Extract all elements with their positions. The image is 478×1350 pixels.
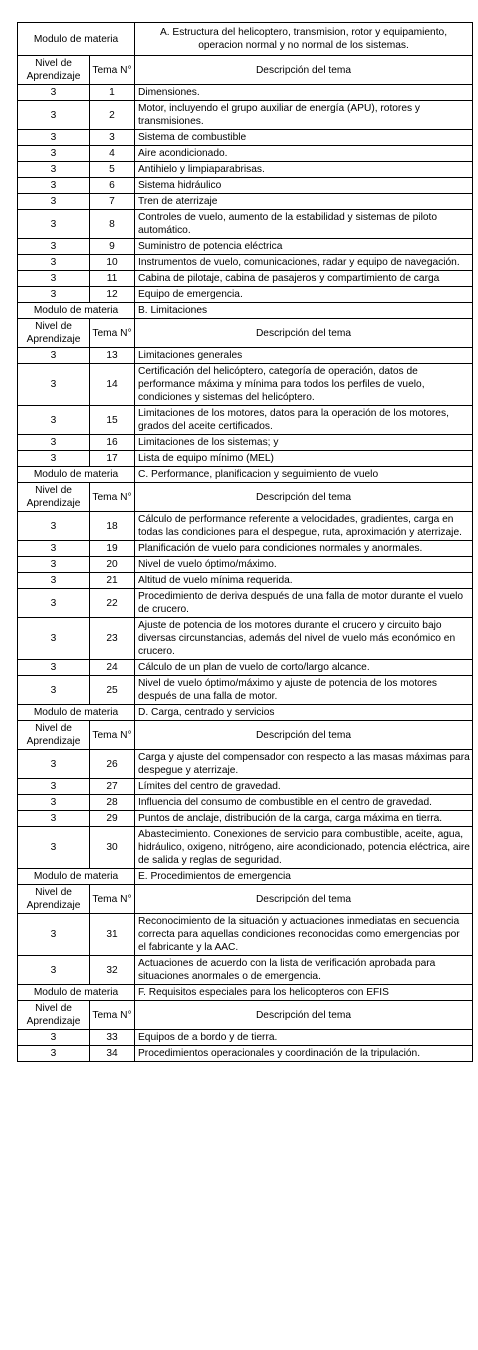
topic-cell: 8 [90, 210, 135, 239]
topic-header: Tema N° [90, 56, 135, 85]
level-header: Nivel de Aprendizaje [18, 56, 90, 85]
description-cell: Límites del centro de gravedad. [135, 779, 473, 795]
description-cell: Instrumentos de vuelo, comunicaciones, radar y equipo de navegación. [135, 255, 473, 271]
topic-cell: 1 [90, 85, 135, 101]
table-row [18, 618, 473, 660]
table-row [18, 660, 473, 676]
description-cell: Cálculo de un plan de vuelo de corto/largo alcance. [135, 660, 473, 676]
table-row [18, 811, 473, 827]
table-row [18, 750, 473, 779]
topic-cell: 3 [90, 130, 135, 146]
level-cell: 3 [18, 956, 90, 985]
description-cell: Suministro de potencia eléctrica [135, 239, 473, 255]
level-cell: 3 [18, 589, 90, 618]
description-cell: Motor, incluyendo el grupo auxiliar de energía (APU), rotores y transmisiones. [135, 101, 473, 130]
topic-cell: 24 [90, 660, 135, 676]
topic-cell: 16 [90, 435, 135, 451]
level-cell: 3 [18, 1030, 90, 1046]
level-cell: 3 [18, 573, 90, 589]
module-row [18, 985, 473, 1001]
topic-cell: 17 [90, 451, 135, 467]
table-row [18, 795, 473, 811]
module-label: Modulo de materia [18, 705, 135, 721]
description-cell: Controles de vuelo, aumento de la estabilidad y sistemas de piloto automático. [135, 210, 473, 239]
level-cell: 3 [18, 287, 90, 303]
description-cell: Equipo de emergencia. [135, 287, 473, 303]
level-cell: 3 [18, 239, 90, 255]
table-row [18, 210, 473, 239]
table-row [18, 573, 473, 589]
module-label: Modulo de materia [18, 303, 135, 319]
level-cell: 3 [18, 676, 90, 705]
level-cell: 3 [18, 660, 90, 676]
level-cell: 3 [18, 541, 90, 557]
description-header: Descripción del tema [135, 721, 473, 750]
topic-cell: 21 [90, 573, 135, 589]
description-cell: Limitaciones de los sistemas; y [135, 435, 473, 451]
description-cell: Puntos de anclaje, distribución de la carga, carga máxima en tierra. [135, 811, 473, 827]
level-cell: 3 [18, 210, 90, 239]
description-cell: Sistema hidráulico [135, 178, 473, 194]
module-row [18, 303, 473, 319]
column-header-row [18, 319, 473, 348]
level-cell: 3 [18, 914, 90, 956]
table-row [18, 271, 473, 287]
table-row [18, 194, 473, 210]
table-row [18, 676, 473, 705]
topic-cell: 7 [90, 194, 135, 210]
level-cell: 3 [18, 255, 90, 271]
description-cell: Antihielo y limpiaparabrisas. [135, 162, 473, 178]
description-cell: Reconocimiento de la situación y actuaciones inmediatas en secuencia correcta para aquellas condiciones reconocidas como emergencias por el fabricante y la AAC. [135, 914, 473, 956]
table-row [18, 557, 473, 573]
description-header: Descripción del tema [135, 56, 473, 85]
table-row [18, 914, 473, 956]
table-row [18, 348, 473, 364]
module-label: Modulo de materia [18, 23, 135, 56]
description-cell: Limitaciones generales [135, 348, 473, 364]
level-cell: 3 [18, 146, 90, 162]
module-row [18, 23, 473, 56]
module-title: F. Requisitos especiales para los helicopteros con EFIS [135, 985, 473, 1001]
topic-cell: 14 [90, 364, 135, 406]
table-row [18, 435, 473, 451]
description-cell: Tren de aterrizaje [135, 194, 473, 210]
topic-cell: 30 [90, 827, 135, 869]
topic-cell: 15 [90, 406, 135, 435]
description-cell: Nivel de vuelo óptimo/máximo. [135, 557, 473, 573]
table-row [18, 287, 473, 303]
description-cell: Planificación de vuelo para condiciones normales y anormales. [135, 541, 473, 557]
topic-header: Tema N° [90, 1001, 135, 1030]
topic-cell: 29 [90, 811, 135, 827]
topic-header: Tema N° [90, 319, 135, 348]
module-row [18, 705, 473, 721]
topic-cell: 33 [90, 1030, 135, 1046]
level-cell: 3 [18, 194, 90, 210]
topic-cell: 9 [90, 239, 135, 255]
level-cell: 3 [18, 827, 90, 869]
table-row [18, 255, 473, 271]
level-cell: 3 [18, 271, 90, 287]
table-row [18, 146, 473, 162]
level-cell: 3 [18, 618, 90, 660]
level-cell: 3 [18, 750, 90, 779]
table-row [18, 779, 473, 795]
table-row [18, 162, 473, 178]
table-row [18, 406, 473, 435]
table-row [18, 512, 473, 541]
table-row [18, 1030, 473, 1046]
column-header-row [18, 1001, 473, 1030]
table-row [18, 1046, 473, 1062]
description-cell: Lista de equipo mínimo (MEL) [135, 451, 473, 467]
module-label: Modulo de materia [18, 467, 135, 483]
table-row [18, 364, 473, 406]
column-header-row [18, 721, 473, 750]
topic-cell: 2 [90, 101, 135, 130]
topic-cell: 32 [90, 956, 135, 985]
description-cell: Aire acondicionado. [135, 146, 473, 162]
description-cell: Limitaciones de los motores, datos para la operación de los motores, grados del aceite certificados. [135, 406, 473, 435]
topic-cell: 20 [90, 557, 135, 573]
description-cell: Certificación del helicóptero, categoría de operación, datos de performance máxima y mínima para todos los perfiles de vuelo, condiciones y sistemas del helicóptero. [135, 364, 473, 406]
level-cell: 3 [18, 795, 90, 811]
level-cell: 3 [18, 779, 90, 795]
description-header: Descripción del tema [135, 319, 473, 348]
syllabus-table [17, 22, 473, 1062]
table-row [18, 101, 473, 130]
topic-cell: 4 [90, 146, 135, 162]
topic-cell: 13 [90, 348, 135, 364]
module-title: D. Carga, centrado y servicios [135, 705, 473, 721]
module-row [18, 467, 473, 483]
description-cell: Sistema de combustible [135, 130, 473, 146]
level-header: Nivel de Aprendizaje [18, 1001, 90, 1030]
topic-header: Tema N° [90, 721, 135, 750]
module-title: C. Performance, planificacion y seguimiento de vuelo [135, 467, 473, 483]
module-label: Modulo de materia [18, 985, 135, 1001]
description-header: Descripción del tema [135, 885, 473, 914]
description-cell: Actuaciones de acuerdo con la lista de verificación aprobada para situaciones anormales o de emergencia. [135, 956, 473, 985]
description-cell: Nivel de vuelo óptimo/máximo y ajuste de potencia de los motores después de una falla de motor. [135, 676, 473, 705]
topic-cell: 10 [90, 255, 135, 271]
level-cell: 3 [18, 512, 90, 541]
table-row [18, 85, 473, 101]
topic-cell: 26 [90, 750, 135, 779]
description-cell: Carga y ajuste del compensador con respecto a las masas máximas para despegue y aterrizaje. [135, 750, 473, 779]
description-cell: Altitud de vuelo mínima requerida. [135, 573, 473, 589]
level-cell: 3 [18, 435, 90, 451]
topic-cell: 31 [90, 914, 135, 956]
topic-cell: 27 [90, 779, 135, 795]
topic-cell: 12 [90, 287, 135, 303]
column-header-row [18, 885, 473, 914]
level-header: Nivel de Aprendizaje [18, 721, 90, 750]
column-header-row [18, 56, 473, 85]
description-cell: Ajuste de potencia de los motores durante el crucero y circuito bajo diversas circunstancias, además del nivel de vuelo más económico en crucero. [135, 618, 473, 660]
level-cell: 3 [18, 406, 90, 435]
topic-cell: 34 [90, 1046, 135, 1062]
syllabus-table-body [18, 23, 473, 1062]
level-header: Nivel de Aprendizaje [18, 483, 90, 512]
topic-header: Tema N° [90, 885, 135, 914]
level-cell: 3 [18, 178, 90, 194]
level-cell: 3 [18, 162, 90, 178]
topic-cell: 6 [90, 178, 135, 194]
description-cell: Cabina de pilotaje, cabina de pasajeros y compartimiento de carga [135, 271, 473, 287]
module-row [18, 869, 473, 885]
level-cell: 3 [18, 451, 90, 467]
level-cell: 3 [18, 1046, 90, 1062]
table-row [18, 451, 473, 467]
table-row [18, 827, 473, 869]
level-cell: 3 [18, 101, 90, 130]
topic-cell: 11 [90, 271, 135, 287]
topic-cell: 19 [90, 541, 135, 557]
table-row [18, 589, 473, 618]
level-cell: 3 [18, 811, 90, 827]
description-cell: Cálculo de performance referente a velocidades, gradientes, carga en todas las condiciones para el despegue, ruta, aproximación y aterrizaje. [135, 512, 473, 541]
description-cell: Procedimiento de deriva después de una falla de motor durante el vuelo de crucero. [135, 589, 473, 618]
level-cell: 3 [18, 557, 90, 573]
topic-cell: 18 [90, 512, 135, 541]
table-row [18, 130, 473, 146]
level-cell: 3 [18, 85, 90, 101]
topic-cell: 5 [90, 162, 135, 178]
description-header: Descripción del tema [135, 483, 473, 512]
description-cell: Procedimientos operacionales y coordinación de la tripulación. [135, 1046, 473, 1062]
topic-cell: 22 [90, 589, 135, 618]
table-row [18, 178, 473, 194]
module-title: B. Limitaciones [135, 303, 473, 319]
topic-cell: 23 [90, 618, 135, 660]
column-header-row [18, 483, 473, 512]
level-cell: 3 [18, 364, 90, 406]
table-row [18, 239, 473, 255]
table-row [18, 541, 473, 557]
level-cell: 3 [18, 130, 90, 146]
description-cell: Abastecimiento. Conexiones de servicio para combustible, aceite, agua, hidráulico, oxigeno, nitrógeno, aire acondicionado, potencia eléctrica, aire de salida y reglas de seguridad. [135, 827, 473, 869]
level-cell: 3 [18, 348, 90, 364]
module-title: A. Estructura del helicoptero, transmision, rotor y equipamiento, operacion normal y no normal de los sistemas. [135, 23, 473, 56]
topic-cell: 25 [90, 676, 135, 705]
table-row [18, 956, 473, 985]
level-header: Nivel de Aprendizaje [18, 319, 90, 348]
module-label: Modulo de materia [18, 869, 135, 885]
topic-header: Tema N° [90, 483, 135, 512]
description-cell: Influencia del consumo de combustible en el centro de gravedad. [135, 795, 473, 811]
description-cell: Equipos de a bordo y de tierra. [135, 1030, 473, 1046]
description-header: Descripción del tema [135, 1001, 473, 1030]
module-title: E. Procedimientos de emergencia [135, 869, 473, 885]
topic-cell: 28 [90, 795, 135, 811]
description-cell: Dimensiones. [135, 85, 473, 101]
level-header: Nivel de Aprendizaje [18, 885, 90, 914]
